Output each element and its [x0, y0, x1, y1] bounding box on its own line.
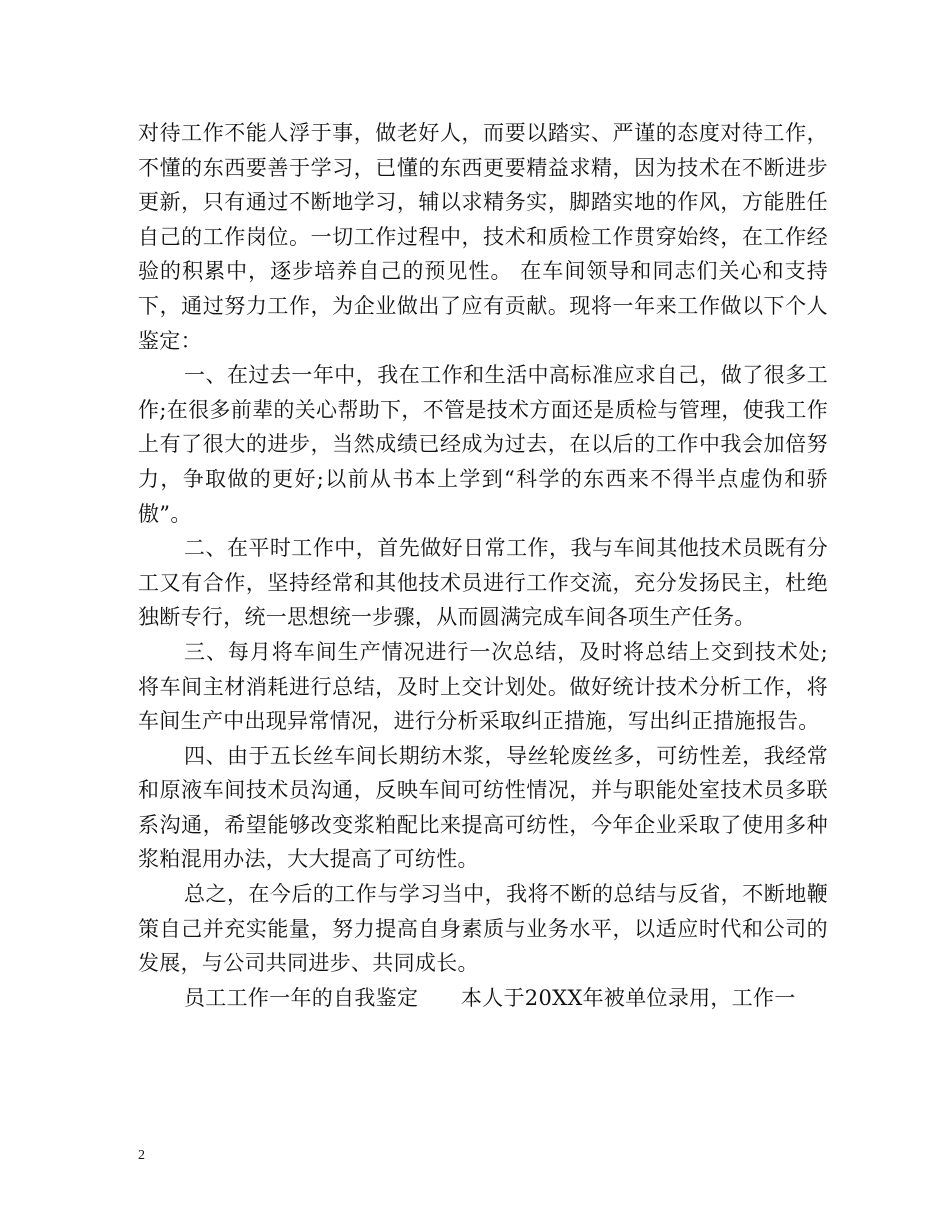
- paragraph-item-3: 三、每月将车间生产情况进行一次总结，及时将总结上交到技术处;将车间主材消耗进行总结，及时上交计划处。做好统计技术分析工作，将车间生产中出现异常情况，进行分析采取纠正措施，写出纠正措施报告。: [138, 639, 828, 734]
- document-body: [138, 116, 828, 1015]
- paragraph-item-2: 二、在平时工作中，首先做好日常工作，我与车间其他技术员既有分工又有合作，坚持经常和其他技术员进行工作交流，充分发扬民主，杜绝独断专行，统一思想统一步骤，从而圆满完成车间各项生产任务。: [138, 536, 828, 630]
- paragraph-summary: 总之，在今后的工作与学习当中，我将不断的总结与反省，不断地鞭策自己并充实能量，努力提高自身素质与业务水平，以适应时代和公司的发展，与公司共同进步、共同成长。: [138, 882, 828, 976]
- page-number: 2: [138, 1148, 145, 1163]
- paragraph-item-4: 四、由于五长丝车间长期纺木浆，导丝轮废丝多，可纺性差，我经常和原液车间技术员沟通，反映车间可纺性情况，并与职能处室技术员多联系沟通，希望能够改变浆粕配比来提高可纺性，今年企业采取了使用多种浆粕混用办法，大大提高了可纺性。: [138, 743, 828, 872]
- paragraph-item-1: 一、在过去一年中，我在工作和生活中高标准应求自己，做了很多工作;在很多前辈的关心帮助下，不管是技术方面还是质检与管理，使我工作上有了很大的进步，当然成绩已经成为过去，在以后的工作中我会加倍努力，争取做的更好;以前从书本上学到“科学的东西来不得半点虚伪和骄傲”。: [138, 363, 828, 526]
- paragraph-next-section: 员工工作一年的自我鉴定 本人于20XX年被单位录用，工作一: [184, 985, 796, 1010]
- paragraph-intro: 对待工作不能人浮于事，做老好人，而要以踏实、严谨的态度对待工作，不懂的东西要善于学习，已懂的东西更要精益求精，因为技术在不断进步更新，只有通过不断地学习，辅以求精务实，脚踏实地的作风，方能胜任自己的工作岗位。一切工作过程中，技术和质检工作贯穿始终，在工作经验的积累中，逐步培养自己的预见性。 在车间领导和同志们关心和支持下，通过努力工作，为企业做出了应有贡献。现将一年来工作做以下个人鉴定：: [138, 121, 828, 353]
